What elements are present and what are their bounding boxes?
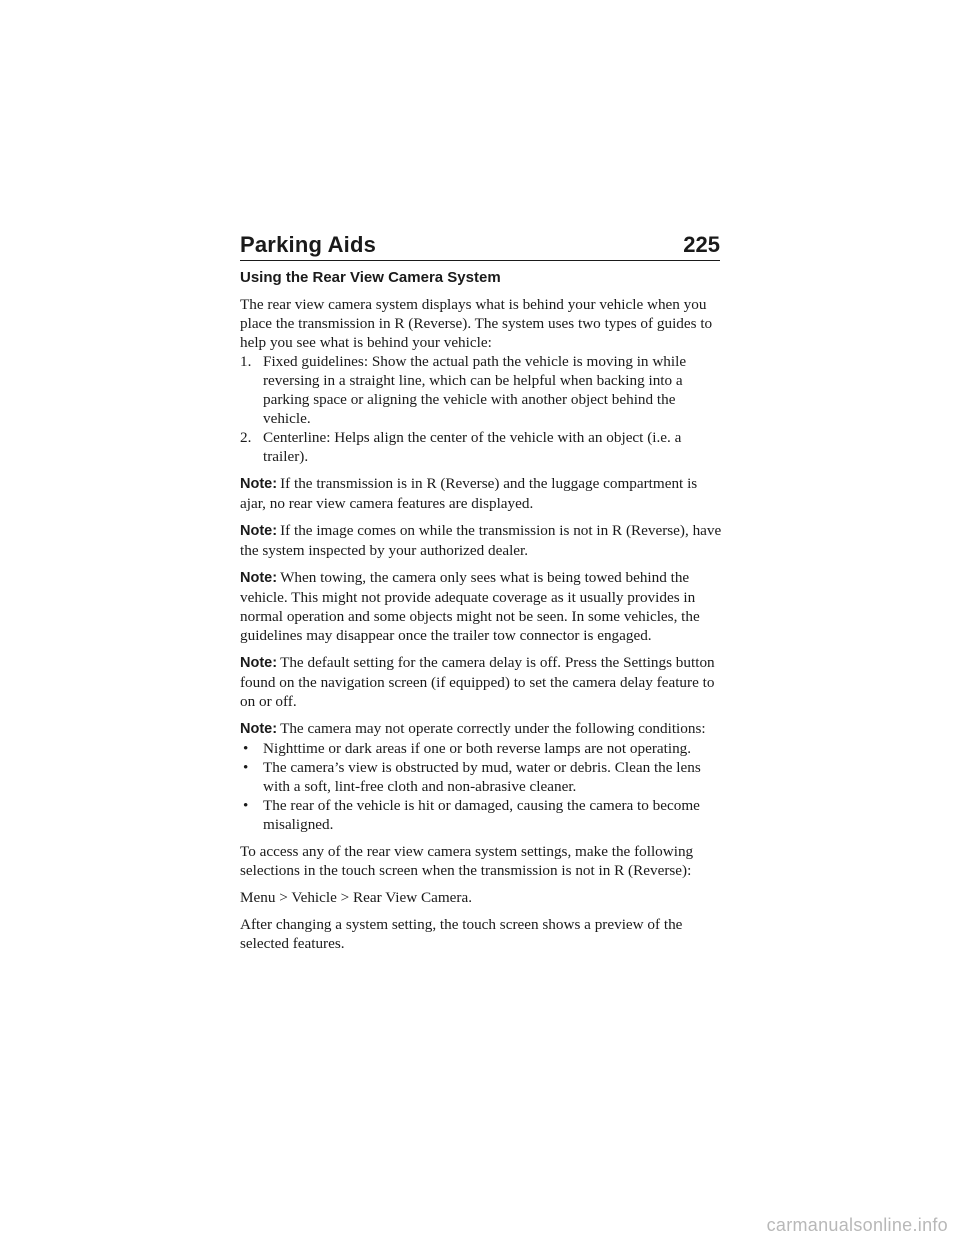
page-content — [240, 268, 722, 961]
list-item — [240, 428, 722, 466]
note-label: Note: — [240, 523, 278, 539]
list-item-text: The rear of the vehicle is hit or damaged, causing the camera to become misaligned. — [263, 797, 700, 833]
list-number: 2. — [240, 429, 252, 446]
list-number: 1. — [240, 353, 252, 370]
list-item — [240, 352, 722, 428]
note-paragraph — [240, 474, 722, 513]
note-label: Note: — [240, 721, 278, 737]
intro-paragraph: The rear view camera system displays what is behind your vehicle when you place the transmission in R (Reverse). The system uses two types of guides to help you see what is behind your vehicle: — [240, 296, 713, 351]
list-item-text: The camera’s view is obstructed by mud, water or debris. Clean the lens with a soft, lint-free cloth and non-abrasive cleaner. — [263, 759, 701, 795]
note-label: Note: — [240, 570, 278, 586]
note-paragraph — [240, 719, 722, 739]
conditions-list — [240, 739, 722, 834]
site-watermark: carmanualsonline.info — [766, 1215, 948, 1235]
list-item — [240, 796, 722, 834]
closing-paragraph: After changing a system setting, the touch screen shows a preview of the selected features. — [240, 916, 683, 952]
header-rule — [240, 260, 720, 261]
note-paragraph — [240, 568, 722, 645]
note-text: If the transmission is in R (Reverse) and the luggage compartment is ajar, no rear view camera features are displayed. — [240, 475, 698, 512]
note-text: The camera may not operate correctly under the following conditions: — [280, 720, 706, 737]
list-item-text: Fixed guidelines: Show the actual path the vehicle is moving in while reversing in a straight line, which can be helpful when backing into a parking space or aligning the vehicle with another object behind the vehicle. — [263, 353, 687, 427]
list-item — [240, 739, 722, 758]
note-paragraph — [240, 653, 722, 711]
page-number: 225 — [683, 232, 720, 257]
note-text: If the image comes on while the transmission is not in R (Reverse), have the system inspected by your authorized dealer. — [240, 522, 722, 559]
menu-path: Menu > Vehicle > Rear View Camera. — [240, 889, 473, 906]
note-paragraph — [240, 521, 722, 560]
list-item-text: Centerline: Helps align the center of the vehicle with an object (i.e. a trailer). — [263, 429, 682, 465]
note-label: Note: — [240, 476, 278, 492]
section-heading: Using the Rear View Camera System — [240, 269, 501, 286]
guide-types-list — [240, 352, 722, 466]
note-text: When towing, the camera only sees what is being towed behind the vehicle. This might not provide adequate coverage as it usually provides in normal operation and some objects might not be seen. In some vehicles, the guidelines may disappear once the trailer tow connector is engaged. — [240, 569, 700, 644]
section-title: Parking Aids — [240, 232, 377, 257]
bullet-icon: • — [243, 759, 249, 776]
note-label: Note: — [240, 655, 278, 671]
bullet-icon: • — [243, 740, 249, 757]
bullet-icon: • — [243, 797, 249, 814]
list-item-text: Nighttime or dark areas if one or both reverse lamps are not operating. — [263, 740, 692, 757]
access-paragraph: To access any of the rear view camera system settings, make the following selections in the touch screen when the transmission is not in R (Reverse): — [240, 843, 694, 879]
note-text: The default setting for the camera delay is off. Press the Settings button found on the navigation screen (if equipped) to set the camera delay feature to on or off. — [240, 654, 715, 710]
list-item — [240, 758, 722, 796]
